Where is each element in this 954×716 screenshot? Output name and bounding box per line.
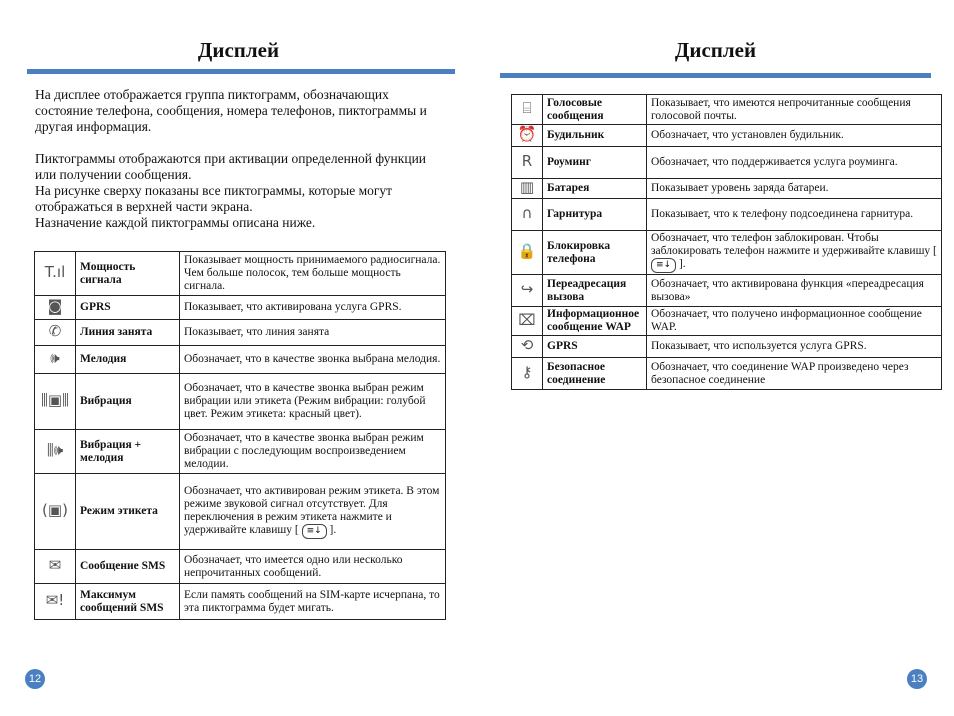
icon-name: Голосовые сообщения	[543, 95, 647, 125]
icon-name: Батарея	[543, 179, 647, 199]
icon-description	[180, 320, 446, 346]
icon-description	[180, 346, 446, 374]
icon-cell	[35, 346, 76, 374]
description-text: Обозначает, что в качестве звонка выбран режим вибрации или этикета (Режим вибрации: голубой цвет. Режим этикета: красный цвет).	[184, 382, 426, 420]
icon-cell	[35, 584, 76, 620]
table-row	[512, 358, 942, 390]
icon-description	[180, 430, 446, 474]
intro-paragraph: Пиктограммы отображаются при активации определенной функции или получении сообщения.	[35, 151, 427, 182]
icon-cell	[35, 550, 76, 584]
gprs-icon: ◙	[47, 297, 63, 315]
secure-connection-icon: ⚷	[521, 363, 533, 381]
wap-message-icon: ⌧	[518, 310, 536, 329]
icon-name: Безопасное соединение	[543, 358, 647, 390]
icon-cell	[512, 358, 543, 390]
table-row	[512, 95, 942, 125]
icon-cell	[512, 95, 543, 125]
title-rule	[27, 69, 455, 74]
table-row	[35, 374, 446, 430]
signal-icon: T.ıl	[44, 263, 66, 281]
table-row	[512, 147, 942, 179]
icon-description	[647, 179, 942, 199]
line-busy-icon: ✆	[48, 322, 62, 340]
description-text: Показывает, что к телефону подсоединена гарнитура.	[651, 208, 914, 220]
icon-description	[647, 307, 942, 336]
headset-icon: ∩	[521, 204, 533, 222]
icon-name: Мелодия	[76, 346, 180, 374]
description-text: Обозначает, что поддерживается услуга роуминга.	[651, 156, 898, 168]
page-title: Дисплей	[674, 38, 757, 62]
icon-cell	[512, 275, 543, 307]
icon-cell	[512, 147, 543, 179]
description-text: Показывает, что используется услуга GPRS.	[651, 340, 867, 352]
intro-paragraph: Назначение каждой пиктограммы описана ниже.	[35, 215, 316, 230]
table-row	[35, 346, 446, 374]
icon-name: Вибрация	[76, 374, 180, 430]
description-text: Если память сообщений на SIM-карте исчерпана, то эта пиктограмма будет мигать.	[184, 588, 440, 614]
icon-description	[647, 231, 942, 275]
page-number: 12	[25, 669, 45, 689]
title-rule	[500, 73, 931, 78]
intro-text	[35, 87, 450, 231]
icon-description	[647, 95, 942, 125]
melody-icon: 🕪	[50, 349, 60, 367]
icon-cell	[35, 430, 76, 474]
etiquette-icon: (▣)	[42, 501, 68, 519]
description-text: Обозначает, что имеется одно или несколько непрочитанных сообщений.	[184, 553, 403, 579]
table-row	[512, 275, 942, 307]
description-text: Обозначает, что установлен будильник.	[651, 129, 844, 141]
icon-table-right	[511, 94, 942, 390]
menu-key-icon: ≡↓	[651, 258, 676, 273]
description-text: Обозначает, что телефон заблокирован. Чтобы заблокировать телефон нажмите и удерживайте клавишу [	[651, 232, 937, 257]
icon-description	[180, 252, 446, 296]
icon-cell	[35, 320, 76, 346]
page-number: 13	[907, 669, 927, 689]
icon-name: GPRS	[543, 336, 647, 358]
icon-name: GPRS	[76, 296, 180, 320]
icon-name: Режим этикета	[76, 474, 180, 550]
icon-name: Сообщение SMS	[76, 550, 180, 584]
table-row	[35, 252, 446, 296]
table-row	[512, 199, 942, 231]
description-text: Обозначает, что в качестве звонка выбран режим вибрации с последующим воспроизведением мелодии.	[184, 432, 424, 470]
description-text: ].	[329, 523, 337, 536]
roaming-icon: R	[521, 152, 533, 170]
icon-name: Блокировка телефона	[543, 231, 647, 275]
icon-name: Переадресация вызова	[543, 275, 647, 307]
icon-name: Роуминг	[543, 147, 647, 179]
description-text: Обозначает, что активирована функция «переадресация вызова»	[651, 277, 924, 303]
description-text: ].	[678, 258, 686, 270]
icon-description	[180, 550, 446, 584]
icon-cell	[512, 179, 543, 199]
icon-description	[647, 275, 942, 307]
description-text: Обозначает, что активирован режим этикета. В этом режиме звуковой сигнал отсутствует. Для переключения в режим этикета нажмите и удерживайте клавишу [	[184, 484, 440, 536]
icon-name: Мощность сигнала	[76, 252, 180, 296]
icon-description	[180, 374, 446, 430]
description-text: Показывает, что имеются непрочитанные сообщения голосовой почты.	[651, 96, 911, 122]
icon-name: Гарнитура	[543, 199, 647, 231]
table-row	[35, 550, 446, 584]
call-forward-icon: ↪	[520, 280, 534, 298]
icon-description	[180, 296, 446, 320]
icon-cell	[512, 307, 543, 336]
sms-full-icon: ✉!	[45, 591, 65, 609]
intro-paragraph: На рисунке сверху показаны все пиктограммы, которые могут отображаться в верхней части экрана.	[35, 183, 393, 214]
icon-cell	[35, 296, 76, 320]
table-row	[35, 474, 446, 550]
vibration-melody-icon: ⫼🕪	[46, 441, 64, 459]
lock-icon: 🔒	[517, 242, 537, 260]
icon-table-left	[34, 251, 446, 620]
icon-cell	[512, 125, 543, 147]
gprs-service-icon: ⟲	[520, 336, 534, 354]
description-text: Обозначает, что в качестве звонка выбрана мелодия.	[184, 353, 441, 365]
icon-cell	[35, 474, 76, 550]
table-row	[512, 231, 942, 275]
icon-name: Линия занята	[76, 320, 180, 346]
table-row	[35, 296, 446, 320]
table-row	[512, 125, 942, 147]
icon-name: Максимум сообщений SMS	[76, 584, 180, 620]
icon-name: Будильник	[543, 125, 647, 147]
page-title: Дисплей	[197, 38, 280, 62]
icon-description	[647, 147, 942, 179]
description-text: Показывает, что линия занята	[184, 326, 330, 338]
vibration-icon: ⫼▣⫼	[41, 391, 69, 409]
battery-icon: ▥	[519, 178, 535, 196]
voicemail-icon: ⌸	[522, 99, 532, 117]
icon-cell	[35, 374, 76, 430]
table-row	[512, 179, 942, 199]
table-row	[35, 584, 446, 620]
description-text: Обозначает, что получено информационное сообщение WAP.	[651, 308, 922, 333]
description-text: Обозначает, что соединение WAP произведено через безопасное соединение	[651, 360, 909, 386]
description-text: Показывает уровень заряда батареи.	[651, 182, 829, 194]
icon-description	[647, 199, 942, 231]
description-text: Показывает мощность принимаемого радиосигнала. Чем больше полосок, тем больше мощность сигнала.	[184, 254, 441, 292]
icon-description	[180, 474, 446, 550]
table-row	[512, 336, 942, 358]
icon-name: Вибрация + мелодия	[76, 430, 180, 474]
description-text: Показывает, что активирована услуга GPRS.	[184, 301, 402, 313]
intro-paragraph: На дисплее отображается группа пиктограмм, обозначающих состояние телефона, сообщения, номера телефонов, пиктограммы и другая информация.	[35, 87, 427, 134]
icon-description	[647, 358, 942, 390]
icon-cell	[35, 252, 76, 296]
icon-cell	[512, 231, 543, 275]
sms-icon: ✉	[48, 556, 62, 574]
table-row	[512, 307, 942, 336]
icon-name: Информационное сообщение WAP	[543, 307, 647, 336]
icon-description	[180, 584, 446, 620]
icon-description	[647, 336, 942, 358]
icon-description	[647, 125, 942, 147]
alarm-icon: ⏰	[517, 125, 537, 143]
icon-cell	[512, 336, 543, 358]
table-row	[35, 430, 446, 474]
table-row	[35, 320, 446, 346]
icon-cell	[512, 199, 543, 231]
menu-key-icon: ≡↓	[302, 524, 327, 539]
